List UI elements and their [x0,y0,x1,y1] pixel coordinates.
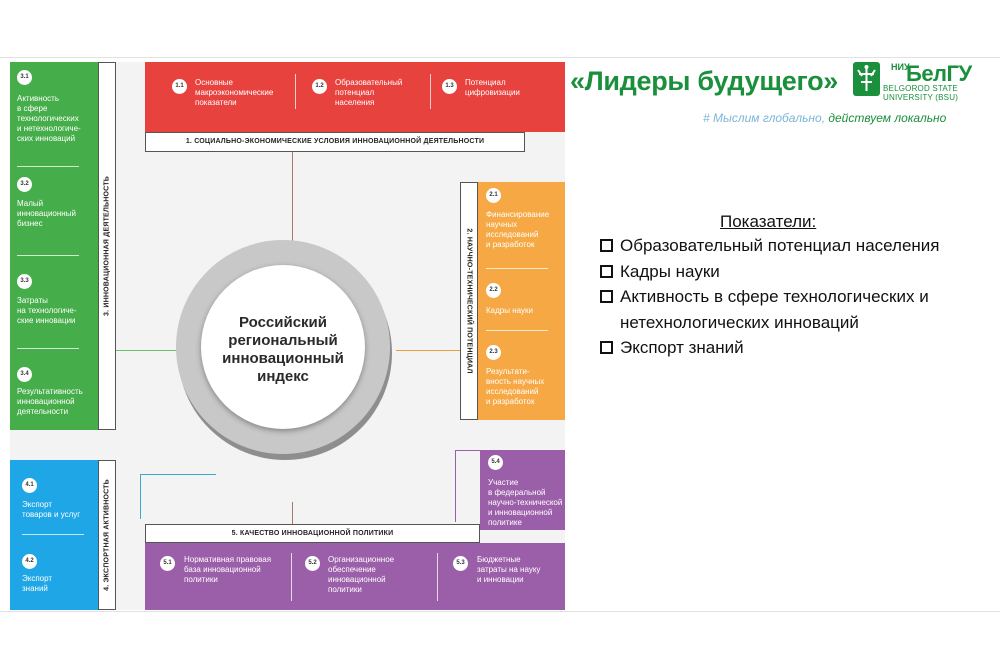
section-4-block [10,460,98,610]
item-2-1-line: исследований [486,230,539,239]
center-title-line: региональный [228,332,338,349]
indicator-item [598,259,978,285]
checkbox-icon [600,239,613,252]
slogan-part-1: # Мыслим глобально, [703,111,829,125]
item-2-1-line: и разработок [486,240,535,249]
item-3-3-line: на технологиче- [17,306,77,315]
connector-section-2 [396,350,460,351]
item-2-1-line: научных [486,220,518,229]
item-3-2-line: бизнес [17,219,43,228]
item-3-1-line: Активность [17,94,60,103]
item-5-2-line: Организационное [328,555,395,564]
section-4-title [98,460,116,610]
item-3-4-line: деятельности [17,407,69,416]
item-3-3-line: ские инновации [17,316,76,325]
section-1-block [145,62,565,132]
logo-prefix: НИУ [891,62,910,72]
item-5-2-line: инновационной [328,575,386,584]
logo-name: БелГУ [906,61,972,86]
item-badge-2-2: 2.2 [486,283,501,298]
item-badge-5-2: 5.2 [305,556,320,571]
indicator-text: Экспорт знаний [620,338,744,357]
item-badge-3-4: 3.4 [17,367,32,382]
item-1-1-line: показатели [195,98,237,107]
item-text-3-2 [17,199,76,229]
divider [17,166,79,167]
section-2-title [460,182,478,420]
item-badge-2-3: 2.3 [486,345,501,360]
item-5-4-line: научно-технической [488,498,563,507]
item-2-1-line: Финансирование [486,210,550,219]
divider [291,553,292,601]
item-badge-4-2: 4.2 [22,554,37,569]
connector-section-4-h [140,474,216,475]
section-5-title: 5. КАЧЕСТВО ИННОВАЦИОННОЙ ПОЛИТИКИ [145,524,480,543]
innovation-index-diagram [10,62,565,610]
indicators-list [598,233,978,361]
divider [486,268,548,269]
item-5-4-line: и инновационной [488,508,553,517]
section-5-4-block [480,450,565,530]
item-badge-1-1: 1.1 [172,79,187,94]
checkbox-icon [600,290,613,303]
logo-subtitle-2: UNIVERSITY (BSU) [883,93,959,102]
item-2-3-line: вность научных [486,377,545,386]
item-badge-3-2: 3.2 [17,177,32,192]
item-1-3-line: Потенциал [465,78,506,87]
item-text-1-1 [195,78,273,108]
section-4-title-text: 4. ЭКСПОРТНАЯ АКТИВНОСТЬ [103,479,111,591]
divider [295,74,296,109]
item-text-1-2 [335,78,402,108]
connector-section-5-4-h [455,450,480,451]
item-badge-4-1: 4.1 [22,478,37,493]
item-text-5-3 [477,555,540,585]
item-5-4-line: в федеральной [488,488,546,497]
slogan-part-2: действуем локально [828,111,947,125]
item-3-4-line: инновационной [17,397,75,406]
divider [17,348,79,349]
item-1-1-line: макроэкономические [195,88,274,97]
item-3-4-line: Результативность [17,387,83,396]
indicator-item [598,233,978,259]
section-5-block [145,543,565,610]
divider [17,255,79,256]
item-badge-5-3: 5.3 [453,556,468,571]
item-4-2-line: знаний [22,584,48,593]
item-badge-5-4: 5.4 [488,455,503,470]
belgu-emblem-icon [853,62,880,96]
item-2-3-line: исследований [486,387,539,396]
center-title-line: инновационный [222,350,344,367]
center-title-line: индекс [257,368,309,385]
item-text-3-1 [17,94,81,144]
item-text-5-4 [488,478,562,528]
indicator-text: Кадры науки [620,261,720,281]
item-5-1-line: политики [184,575,218,584]
item-5-1-line: Нормативная правовая [184,555,272,564]
indicator-item [598,335,978,361]
item-text-3-4 [17,387,83,417]
indicator-item [598,284,978,335]
item-4-2-line: Экспорт [22,574,53,583]
item-5-4-line: политике [488,518,522,527]
section-2-title-text: 2. НАУЧНО-ТЕХНИЧЕСКИЙ ПОТЕНЦИАЛ [465,228,473,374]
item-4-1-line: Экспорт [22,500,53,509]
checkbox-icon [600,341,613,354]
item-badge-1-2: 1.2 [312,79,327,94]
item-3-1-line: и нетехнологиче- [17,124,81,133]
item-5-1-line: база инновационной [184,565,261,574]
divider [437,553,438,601]
item-1-2-line: Образовательный [335,78,403,87]
item-3-1-line: в сфере [17,104,48,113]
item-5-2-line: обеспечение [328,565,376,574]
item-text-1-3 [465,78,520,98]
item-5-3-line: затраты на науку [477,565,541,574]
item-text-4-2 [22,574,52,594]
item-text-4-1 [22,500,80,520]
logo-subtitle-1: BELGOROD STATE [883,84,958,93]
section-3-title [98,62,116,430]
connector-section-4-v [140,474,141,519]
item-5-2-line: политики [328,585,362,594]
item-badge-1-3: 1.3 [442,79,457,94]
item-5-3-line: Бюджетные [477,555,521,564]
slogan [703,111,946,125]
divider [22,534,84,535]
item-text-5-1 [184,555,271,585]
item-3-2-line: инновационный [17,209,76,218]
checkbox-icon [600,265,613,278]
section-2-block [478,182,565,420]
item-text-2-2 [486,306,533,316]
item-1-2-line: потенциал [335,88,375,97]
item-3-1-line: технологических [17,114,79,123]
item-2-3-line: Результати- [486,367,530,376]
section-3-title-text: 3. ИННОВАЦИОННАЯ ДЕЯТЕЛЬНОСТЬ [103,176,111,316]
divider [486,330,548,331]
indicator-text: Активность в сфере технологических и нетехнологических инноваций [620,287,929,332]
indicator-text: Образовательный потенциал населения [620,236,940,255]
item-3-2-line: Малый [17,199,44,208]
item-2-2-line: Кадры науки [486,306,533,315]
item-1-2-line: населения [335,98,375,107]
item-2-3-line: и разработок [486,397,535,406]
section-1-title: 1. СОЦИАЛЬНО-ЭКОНОМИЧЕСКИЕ УСЛОВИЯ ИННОВАЦИОННОЙ ДЕЯТЕЛЬНОСТИ [145,132,525,152]
center-title-line: Российский [238,314,327,331]
connector-section-5-4 [455,450,456,522]
item-3-3-line: Затраты [17,296,48,305]
item-badge-5-1: 5.1 [160,556,175,571]
item-4-1-line: товаров и услуг [22,510,81,519]
item-text-3-3 [17,296,77,326]
section-3-block [10,62,98,430]
center-title [203,314,363,386]
item-badge-2-1: 2.1 [486,188,501,203]
item-text-5-2 [328,555,394,595]
indicators-heading: Показатели: [720,212,817,231]
item-3-1-line: ских инноваций [17,134,76,143]
item-1-1-line: Основные [195,78,233,87]
item-text-2-3 [486,367,544,407]
item-badge-3-3: 3.3 [17,274,32,289]
item-badge-3-1: 3.1 [17,70,32,85]
item-1-3-line: цифровизации [465,88,520,97]
divider [430,74,431,109]
item-5-4-line: Участие [488,478,519,487]
item-5-3-line: и инновации [477,575,524,584]
brand-title: «Лидеры будущего» [570,66,839,96]
item-text-2-1 [486,210,549,250]
